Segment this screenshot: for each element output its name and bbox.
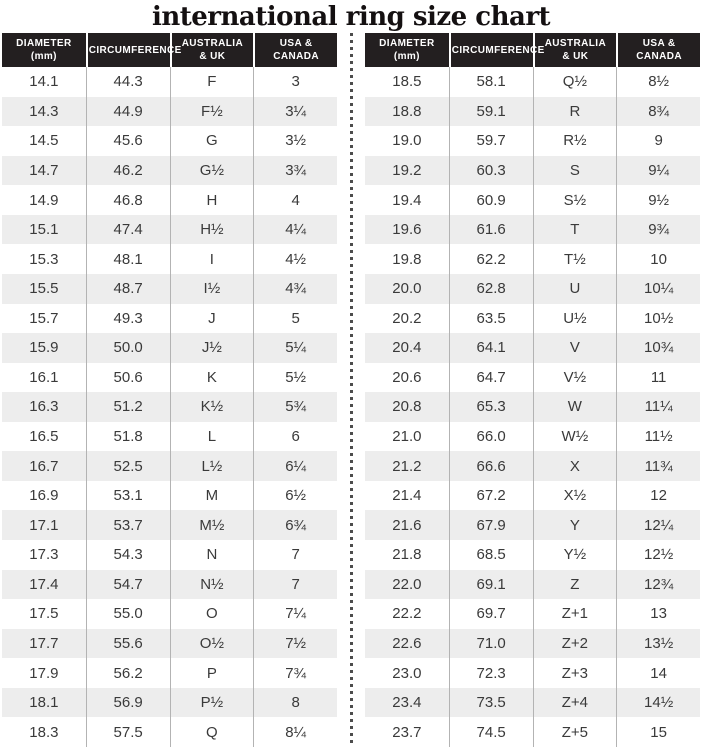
table-cell: 58.1 xyxy=(449,67,533,97)
table-cell: 45.6 xyxy=(86,126,170,156)
table-row xyxy=(2,658,337,688)
table-cell: Q xyxy=(170,717,254,747)
table-cell: 15.9 xyxy=(2,333,86,363)
table-cell: 4¾ xyxy=(253,274,337,304)
table-cell: O xyxy=(170,599,254,629)
table-row xyxy=(2,333,337,363)
table-cell: 56.2 xyxy=(86,658,170,688)
table-cell: 65.3 xyxy=(449,392,533,422)
table-row xyxy=(2,97,337,127)
table-row xyxy=(365,717,700,747)
table-cell: 47.4 xyxy=(86,215,170,245)
table-row xyxy=(365,363,700,393)
column-header-text: AUSTRALIA xyxy=(544,38,607,49)
table-cell: 17.3 xyxy=(29,546,59,564)
table-cell: 21.8 xyxy=(392,546,422,564)
table-row xyxy=(365,392,700,422)
table-cell: 22.6 xyxy=(365,629,449,659)
table-cell: 16.7 xyxy=(2,451,86,481)
table-cell: 17.7 xyxy=(2,629,86,659)
table-cell: 9¼ xyxy=(616,156,700,186)
table-cell: 68.5 xyxy=(449,540,533,570)
column-header-text: AUSTRALIA xyxy=(181,38,244,49)
page-title: international ring size chart xyxy=(151,1,551,32)
table-cell: 10¾ xyxy=(616,333,700,363)
table-cell: 69.7 xyxy=(449,599,533,629)
table-cell: 49.3 xyxy=(86,304,170,334)
table-cell: 60.9 xyxy=(449,185,533,215)
table-cell: 51.8 xyxy=(86,422,170,452)
table-row xyxy=(365,215,700,245)
table-cell: S½ xyxy=(533,185,617,215)
table-row xyxy=(2,392,337,422)
table-row xyxy=(2,688,337,718)
table-row xyxy=(365,540,700,570)
table-row xyxy=(2,185,337,215)
table-cell: 62.2 xyxy=(449,244,533,274)
table-cell: 19.2 xyxy=(365,156,449,186)
table-row xyxy=(365,333,700,363)
table-row xyxy=(365,244,700,274)
table-cell: 3 xyxy=(253,67,337,97)
table-cell: M xyxy=(170,481,254,511)
table-cell: 66.0 xyxy=(449,422,533,452)
table-cell: 12 xyxy=(616,481,700,511)
table-cell: 72.3 xyxy=(449,658,533,688)
table-cell: 23.4 xyxy=(365,688,449,718)
table-cell: 19.8 xyxy=(392,250,422,268)
table-cell: O½ xyxy=(170,629,254,659)
table-cell: U½ xyxy=(533,304,617,334)
table-cell: 17.4 xyxy=(2,570,86,600)
table-row xyxy=(2,451,337,481)
table-cell: 67.9 xyxy=(449,510,533,540)
table-cell: 7 xyxy=(253,570,337,600)
table-cell: 9½ xyxy=(616,185,700,215)
table-cell: W½ xyxy=(533,422,617,452)
table-row xyxy=(2,67,337,97)
table-cell: 46.8 xyxy=(86,185,170,215)
table-row xyxy=(365,185,700,215)
table-cell: Z+3 xyxy=(533,658,617,688)
table-cell: Z xyxy=(533,570,617,600)
table-cell: 64.1 xyxy=(449,333,533,363)
table-cell: 8½ xyxy=(616,67,700,97)
table-cell: Y xyxy=(533,510,617,540)
table-row xyxy=(2,274,337,304)
table-cell: 11 xyxy=(616,363,700,393)
table-cell: Z+2 xyxy=(533,629,617,659)
table-cell: 57.5 xyxy=(86,717,170,747)
table-cell: 13½ xyxy=(616,629,700,659)
ring-size-table-left xyxy=(2,33,337,747)
table-cell: 71.0 xyxy=(449,629,533,659)
table-cell: 14.9 xyxy=(29,191,59,209)
table-cell: 14.3 xyxy=(2,97,86,127)
table-cell: 52.5 xyxy=(86,451,170,481)
table-cell: 17.1 xyxy=(2,510,86,540)
table-cell: I½ xyxy=(170,274,254,304)
table-row xyxy=(365,67,700,97)
table-row xyxy=(365,156,700,186)
table-cell: 53.1 xyxy=(86,481,170,511)
column-header-text: USA & xyxy=(279,38,313,49)
table-row xyxy=(2,629,337,659)
table-row xyxy=(365,629,700,659)
table-cell: 19.0 xyxy=(392,132,422,150)
table-cell: 15.3 xyxy=(29,250,59,268)
table-row xyxy=(2,126,337,156)
table-cell: 4½ xyxy=(253,244,337,274)
table-cell: 14 xyxy=(616,658,700,688)
table-cell: 55.0 xyxy=(86,599,170,629)
table-cell: 14.1 xyxy=(29,73,59,91)
table-row xyxy=(2,363,337,393)
table-cell: V xyxy=(533,333,617,363)
column-header-text: DIAMETER xyxy=(379,38,435,49)
table-cell: 18.8 xyxy=(365,97,449,127)
table-cell: U xyxy=(533,274,617,304)
column-header-subtext: (mm) xyxy=(393,51,420,62)
table-row xyxy=(365,126,700,156)
table-cell: 6¾ xyxy=(253,510,337,540)
column-header-australia-uk xyxy=(533,33,617,67)
table-cell: W xyxy=(533,392,617,422)
table-cell: 7 xyxy=(253,540,337,570)
table-cell: 19.6 xyxy=(365,215,449,245)
table-cell: 15.5 xyxy=(2,274,86,304)
table-cell: 9 xyxy=(616,126,700,156)
table-row xyxy=(2,422,337,452)
ring-size-table-right xyxy=(365,33,700,747)
table-cell: T½ xyxy=(533,244,617,274)
table-cell: V½ xyxy=(533,363,617,393)
table-cell: G xyxy=(170,126,254,156)
table-cell: T xyxy=(533,215,617,245)
table-cell: 14.7 xyxy=(2,156,86,186)
table-cell: 11¾ xyxy=(616,451,700,481)
table-cell: 9¾ xyxy=(616,215,700,245)
table-cell: 55.6 xyxy=(86,629,170,659)
column-header-diameter xyxy=(2,33,86,67)
table-cell: 6¼ xyxy=(253,451,337,481)
table-cell: 74.5 xyxy=(449,717,533,747)
column-header-subtext: & UK xyxy=(199,51,226,62)
table-cell: 5 xyxy=(253,304,337,334)
table-cell: G½ xyxy=(170,156,254,186)
table-cell: 46.2 xyxy=(86,156,170,186)
table-cell: S xyxy=(533,156,617,186)
column-header-usa-canada xyxy=(616,33,700,67)
table-cell: 53.7 xyxy=(86,510,170,540)
table-cell: 23.0 xyxy=(392,664,422,682)
table-cell: 20.6 xyxy=(392,368,422,386)
table-cell: 21.4 xyxy=(392,487,422,505)
table-row xyxy=(365,599,700,629)
table-cell: 51.2 xyxy=(86,392,170,422)
table-cell: 50.6 xyxy=(86,363,170,393)
table-cell: R½ xyxy=(533,126,617,156)
table-row xyxy=(365,274,700,304)
table-cell: 11½ xyxy=(616,422,700,452)
table-cell: 5¾ xyxy=(253,392,337,422)
table-cell: 50.0 xyxy=(86,333,170,363)
table-row xyxy=(365,510,700,540)
table-cell: 67.2 xyxy=(449,481,533,511)
table-cell: 18.1 xyxy=(2,688,86,718)
table-row xyxy=(2,304,337,334)
table-cell: 20.4 xyxy=(365,333,449,363)
table-cell: P xyxy=(170,658,254,688)
table-cell: 20.0 xyxy=(365,274,449,304)
table-cell: J½ xyxy=(170,333,254,363)
table-cell: N½ xyxy=(170,570,254,600)
table-cell: 23.7 xyxy=(392,723,422,741)
table-row xyxy=(2,244,337,274)
table-cell: 60.3 xyxy=(449,156,533,186)
table-row xyxy=(365,688,700,718)
table-cell: 69.1 xyxy=(449,570,533,600)
table-cell: 54.7 xyxy=(86,570,170,600)
table-row xyxy=(2,599,337,629)
table-row xyxy=(365,451,700,481)
table-cell: 17.9 xyxy=(29,664,59,682)
table-cell: M½ xyxy=(170,510,254,540)
table-cell: 4 xyxy=(253,185,337,215)
table-cell: 10¼ xyxy=(616,274,700,304)
column-header-circumference xyxy=(449,33,545,67)
table-row xyxy=(2,540,337,570)
table-cell: 5¼ xyxy=(253,333,337,363)
table-cell: 21.2 xyxy=(365,451,449,481)
table-cell: 5½ xyxy=(253,363,337,393)
chart-area xyxy=(0,33,702,747)
table-cell: 6½ xyxy=(253,481,337,511)
table-cell: 15.1 xyxy=(2,215,86,245)
table-cell: 3½ xyxy=(253,126,337,156)
table-header-row xyxy=(365,33,700,67)
table-cell: 18.5 xyxy=(392,73,422,91)
table-divider xyxy=(337,33,365,747)
table-row xyxy=(365,422,700,452)
table-cell: Z+4 xyxy=(533,688,617,718)
table-cell: 21.6 xyxy=(365,510,449,540)
column-header-diameter xyxy=(365,33,449,67)
column-header-subtext: & UK xyxy=(562,51,589,62)
column-header-subtext: (mm) xyxy=(30,51,57,62)
table-cell: 16.1 xyxy=(29,368,59,386)
table-cell: 56.9 xyxy=(86,688,170,718)
table-cell: H xyxy=(170,185,254,215)
table-cell: 15 xyxy=(616,717,700,747)
table-row xyxy=(365,570,700,600)
column-header-subtext: CANADA xyxy=(273,51,319,62)
column-header-circumference xyxy=(86,33,182,67)
table-cell: Z+1 xyxy=(533,599,617,629)
table-cell: 63.5 xyxy=(449,304,533,334)
table-cell: 12¾ xyxy=(616,570,700,600)
table-cell: 14½ xyxy=(616,688,700,718)
table-cell: 21.0 xyxy=(392,428,422,446)
table-cell: 16.9 xyxy=(29,487,59,505)
table-cell: L½ xyxy=(170,451,254,481)
table-cell: 62.8 xyxy=(449,274,533,304)
table-cell: 44.9 xyxy=(86,97,170,127)
table-row xyxy=(2,510,337,540)
table-cell: I xyxy=(170,244,254,274)
column-header-australia-uk xyxy=(170,33,254,67)
table-body-right xyxy=(365,67,700,747)
table-cell: 3¼ xyxy=(253,97,337,127)
table-body-left xyxy=(2,67,337,747)
table-cell: 8 xyxy=(253,688,337,718)
table-cell: K½ xyxy=(170,392,254,422)
table-row xyxy=(2,717,337,747)
table-cell: Y½ xyxy=(533,540,617,570)
table-header-row xyxy=(2,33,337,67)
table-cell: 22.0 xyxy=(365,570,449,600)
table-cell: 12¼ xyxy=(616,510,700,540)
table-cell: 11¼ xyxy=(616,392,700,422)
table-cell: 20.2 xyxy=(392,309,422,327)
table-cell: 15.7 xyxy=(29,309,59,327)
table-row xyxy=(2,156,337,186)
table-cell: F½ xyxy=(170,97,254,127)
table-cell: 8¾ xyxy=(616,97,700,127)
table-row xyxy=(2,215,337,245)
table-cell: R xyxy=(533,97,617,127)
table-cell: 66.6 xyxy=(449,451,533,481)
column-header-text: DIAMETER xyxy=(16,38,72,49)
table-cell: F xyxy=(170,67,254,97)
table-row xyxy=(365,97,700,127)
table-row xyxy=(2,570,337,600)
table-cell: 44.3 xyxy=(86,67,170,97)
table-cell: J xyxy=(170,304,254,334)
table-cell: L xyxy=(170,422,254,452)
table-cell: N xyxy=(170,540,254,570)
table-cell: 7½ xyxy=(253,629,337,659)
column-header-usa-canada xyxy=(253,33,337,67)
table-cell: 18.3 xyxy=(29,723,59,741)
column-header-subtext: CANADA xyxy=(636,51,682,62)
table-cell: X½ xyxy=(533,481,617,511)
table-cell: 59.1 xyxy=(449,97,533,127)
table-cell: 59.7 xyxy=(449,126,533,156)
table-cell: 48.7 xyxy=(86,274,170,304)
table-cell: 14.5 xyxy=(29,132,59,150)
table-cell: 73.5 xyxy=(449,688,533,718)
table-cell: 3¾ xyxy=(253,156,337,186)
table-cell: 64.7 xyxy=(449,363,533,393)
table-cell: 4¼ xyxy=(253,215,337,245)
table-cell: 54.3 xyxy=(86,540,170,570)
column-header-text: USA & xyxy=(642,38,676,49)
table-cell: 48.1 xyxy=(86,244,170,274)
table-cell: 16.3 xyxy=(2,392,86,422)
column-header-text: CIRCUMFERENCE xyxy=(451,44,545,56)
table-cell: 22.2 xyxy=(392,605,422,623)
table-cell: 6 xyxy=(253,422,337,452)
table-cell: 61.6 xyxy=(449,215,533,245)
table-row xyxy=(2,481,337,511)
table-cell: H½ xyxy=(170,215,254,245)
table-cell: 12½ xyxy=(616,540,700,570)
table-row xyxy=(365,658,700,688)
table-cell: 17.5 xyxy=(29,605,59,623)
table-cell: 20.8 xyxy=(365,392,449,422)
table-cell: 8¼ xyxy=(253,717,337,747)
table-cell: P½ xyxy=(170,688,254,718)
table-cell: 10 xyxy=(616,244,700,274)
table-cell: 7¾ xyxy=(253,658,337,688)
table-cell: 10½ xyxy=(616,304,700,334)
table-cell: 7¼ xyxy=(253,599,337,629)
table-cell: Q½ xyxy=(533,67,617,97)
table-cell: 19.4 xyxy=(392,191,422,209)
table-row xyxy=(365,304,700,334)
table-cell: 13 xyxy=(616,599,700,629)
dotted-divider-line xyxy=(350,33,353,747)
table-cell: 16.5 xyxy=(29,428,59,446)
table-row xyxy=(365,481,700,511)
table-cell: Z+5 xyxy=(533,717,617,747)
table-cell: K xyxy=(170,363,254,393)
table-cell: X xyxy=(533,451,617,481)
column-header-text: CIRCUMFERENCE xyxy=(88,44,182,56)
